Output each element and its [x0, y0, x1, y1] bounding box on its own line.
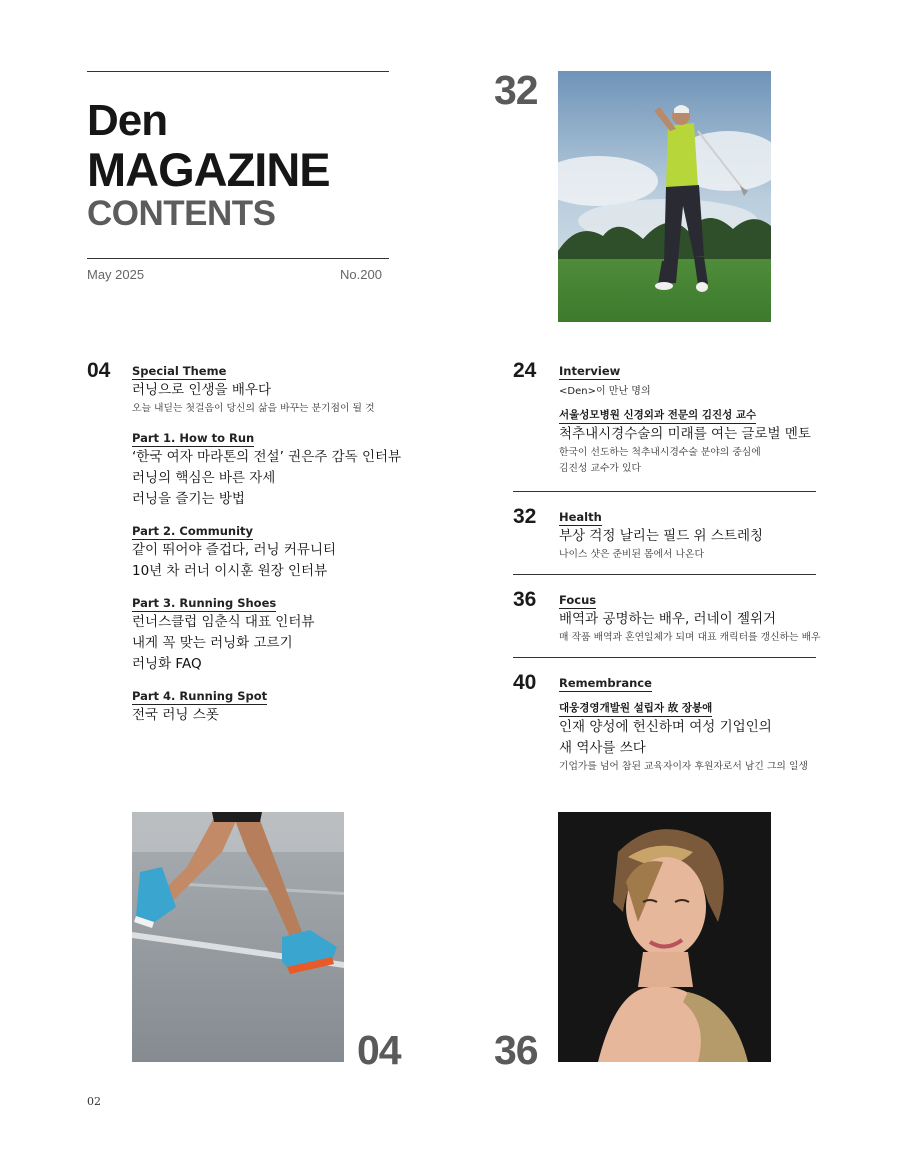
interview-pre: <Den>이 만난 명의 [559, 386, 651, 397]
top-rule [87, 71, 389, 72]
title-den: Den [87, 96, 168, 145]
interview-subtitle: 서울성모병원 신경외과 전문의 김진성 교수 [559, 408, 756, 424]
part-2-label: Part 2. Community [132, 524, 254, 538]
part-3-item[interactable]: 런너스클럽 임춘식 대표 인터뷰 [132, 614, 315, 630]
health-number: 32 [513, 505, 537, 528]
special-theme-label: Special Theme [132, 364, 227, 378]
left-section [132, 360, 412, 726]
focus-desc: 매 작품 배역과 혼연일체가 되며 대표 캐릭터를 갱신하는 배우 [559, 632, 821, 643]
part-3 [132, 592, 412, 675]
remembrance-title[interactable]: 새 역사를 쓰다 [559, 740, 646, 756]
divider [513, 491, 816, 492]
part-3-item[interactable]: 내게 꼭 맞는 러닝화 고르기 [132, 635, 293, 651]
part-4-item[interactable]: 전국 러닝 스폿 [132, 707, 219, 723]
part-1-item[interactable]: 러닝의 핵심은 바른 자세 [132, 470, 276, 486]
issue-number: No.200 [340, 267, 382, 282]
remembrance-label: Remembrance [559, 676, 652, 690]
part-2-item[interactable]: 10년 차 러너 이시훈 원장 인터뷰 [132, 563, 328, 579]
interview-desc: 김진성 교수가 있다 [559, 463, 641, 474]
running-page-number: 04 [357, 1027, 401, 1073]
part-2-item[interactable]: 같이 뛰어야 즐겁다, 러닝 커뮤니티 [132, 542, 337, 558]
header-rule [87, 258, 389, 259]
interview-title[interactable]: 척추내시경수술의 미래를 여는 글로벌 멘토 [559, 426, 811, 442]
interview-number: 24 [513, 359, 537, 382]
issue-date: May 2025 [87, 267, 145, 282]
interview-section [559, 360, 819, 477]
left-section-number: 04 [87, 359, 111, 382]
part-1-label: Part 1. How to Run [132, 431, 255, 445]
remembrance-number: 40 [513, 671, 537, 694]
part-1-item[interactable]: ‘한국 여자 마라톤의 전설’ 권은주 감독 인터뷰 [132, 449, 402, 465]
focus-title[interactable]: 배역과 공명하는 배우, 러네이 젤위거 [559, 611, 777, 627]
actress-page-number: 36 [494, 1027, 538, 1073]
page-number: 02 [87, 1095, 101, 1108]
golf-photo[interactable] [558, 71, 771, 322]
interview-label: Interview [559, 364, 621, 378]
golf-page-number: 32 [494, 67, 538, 113]
focus-number: 36 [513, 588, 537, 611]
remembrance-section [559, 672, 824, 775]
actress-photo[interactable] [558, 812, 771, 1062]
health-section [559, 506, 819, 563]
focus-label: Focus [559, 593, 597, 607]
divider [513, 574, 816, 575]
part-2 [132, 520, 412, 582]
remembrance-title[interactable]: 인재 양성에 헌신하며 여성 기업인의 [559, 719, 772, 735]
health-desc: 나이스 샷은 준비된 몸에서 나온다 [559, 549, 704, 560]
focus-section [559, 589, 824, 646]
remembrance-desc: 기업가를 넘어 참된 교육자이자 후원자로서 남긴 그의 일생 [559, 761, 808, 772]
part-3-label: Part 3. Running Shoes [132, 596, 277, 610]
health-label: Health [559, 510, 602, 524]
special-theme-desc: 오늘 내딛는 첫걸음이 당신의 삶을 바꾸는 분기점이 될 것 [132, 403, 375, 414]
special-theme-title[interactable]: 러닝으로 인생을 배우다 [132, 382, 271, 398]
part-1 [132, 427, 412, 510]
part-4-label: Part 4. Running Spot [132, 689, 268, 703]
title-magazine: MAGAZINE [87, 143, 330, 196]
title-contents: CONTENTS [87, 194, 276, 233]
part-4 [132, 685, 412, 726]
part-1-item[interactable]: 러닝을 즐기는 방법 [132, 491, 245, 507]
interview-desc: 한국이 선도하는 척추내시경수술 분야의 중심에 [559, 447, 761, 458]
running-photo[interactable] [132, 812, 344, 1062]
part-3-item[interactable]: 러닝화 FAQ [132, 656, 202, 672]
health-title[interactable]: 부상 걱정 날리는 필드 위 스트레칭 [559, 528, 764, 544]
remembrance-subtitle: 대웅경영개발원 설립자 故 장봉애 [559, 701, 712, 717]
divider [513, 657, 816, 658]
